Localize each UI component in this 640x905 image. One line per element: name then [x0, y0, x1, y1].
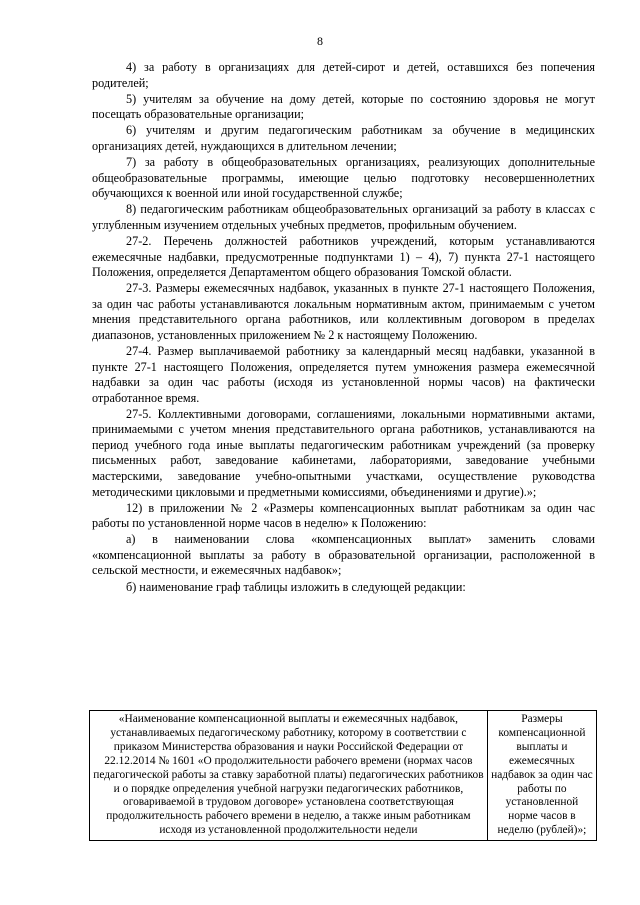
paragraph-12: 12) в приложении № 2 «Размеры компенсационных выплат работникам за один час работы по установленной норме часов в неделю» к Положению:	[92, 500, 595, 531]
paragraph-item-7: 7) за работу в общеобразовательных организациях, реализующих дополнительные общеобразовательные программы, имеющие целью подготовку несовершеннолетних обучающихся к военной или иной государственной службе;	[92, 155, 595, 201]
paragraph-27-2: 27-2. Перечень должностей работников учреждений, которым устанавливаются ежемесячные надбавки, предусмотренные подпунктами 1) – 4), 7) пункта 27-1 настоящего Положения, определяется Департаментом общего образования Томской области.	[92, 233, 595, 280]
paragraph-item-6: 6) учителям и другим педагогическим работникам за обучение в медицинских организациях детей, нуждающихся в длительном лечении;	[92, 123, 595, 153]
table-cell-amount-heading: Размеры компенсационной выплаты и ежемесячных надбавок за один час работы по установленной норме часов в неделю (рублей)»;	[487, 711, 596, 841]
table-row	[90, 711, 597, 841]
column-headings-table	[89, 710, 597, 841]
paragraph-27-5: 27-5. Коллективными договорами, соглашениями, локальными нормативными актами, принимаемыми с учетом мнения представительного органа работников, устанавливаются на период учебного года иные выплаты педагогическим работникам учреждений (за проверку письменных работ, заведование кабинетами, лабораториями, заведование учебными мастерскими, заведование учебно-опытными участками, осуществление руководства методическими цикловыми и предметными комиссиями, объединениями и другие).»;	[92, 406, 595, 499]
paragraph-12-b: б) наименование граф таблицы изложить в следующей редакции:	[126, 579, 466, 594]
paragraph-item-8: 8) педагогическим работникам общеобразовательных организаций за работу в классах с углубленным изучением отдельных учебных предметов, профильным обучением.	[92, 202, 595, 232]
paragraph-item-4: 4) за работу в организациях для детей-сирот и детей, оставшихся без попечения родителей;	[92, 60, 595, 90]
paragraph-27-4: 27-4. Размер выплачиваемой работнику за календарный месяц надбавки, указанной в пункте 27-1 настоящего Положения, определяется путем умножения размера ежемесячной надбавки за один час работы (исходя из установленной нормы часов) на фактически отработанное время.	[92, 344, 595, 405]
table-cell-name-heading: «Наименование компенсационной выплаты и ежемесячных надбавок, устанавливаемых педагогическому работнику, которому в соответствии с приказом Министерства образования и науки Российской Федерации от 22.12.2014 № 1601 «О продолжительности рабочего времени (нормах часов педагогической работы за ставку заработной платы) педагогических работников и о порядке определения учебной нагрузки педагогических работников, оговариваемой в трудовом договоре» установлена соответствующая продолжительность рабочего времени в неделю, а также иным работникам исходя из установленной продолжительности недели	[90, 711, 488, 841]
document-body	[92, 60, 595, 596]
page-number: 8	[317, 34, 323, 48]
paragraph-item-5: 5) учителям за обучение на дому детей, которые по состоянию здоровья не могут посещать образовательные организации;	[92, 91, 595, 122]
paragraph-27-3: 27-3. Размеры ежемесячных надбавок, указанных в пункте 27-1 настоящего Положения, за один час работы устанавливаются локальным нормативным актом, принимаемым с учетом мнения представительного органа работников, или коллективным договором в пределах диапазонов, установленных приложением № 2 к настоящему Положению.	[92, 281, 595, 342]
paragraph-12-a: а) в наименовании слова «компенсационных выплат» заменить словами «компенсационной выплаты за работу в образовательной организации, расположенной в сельской местности, и ежемесячных надбавок»;	[92, 532, 595, 578]
